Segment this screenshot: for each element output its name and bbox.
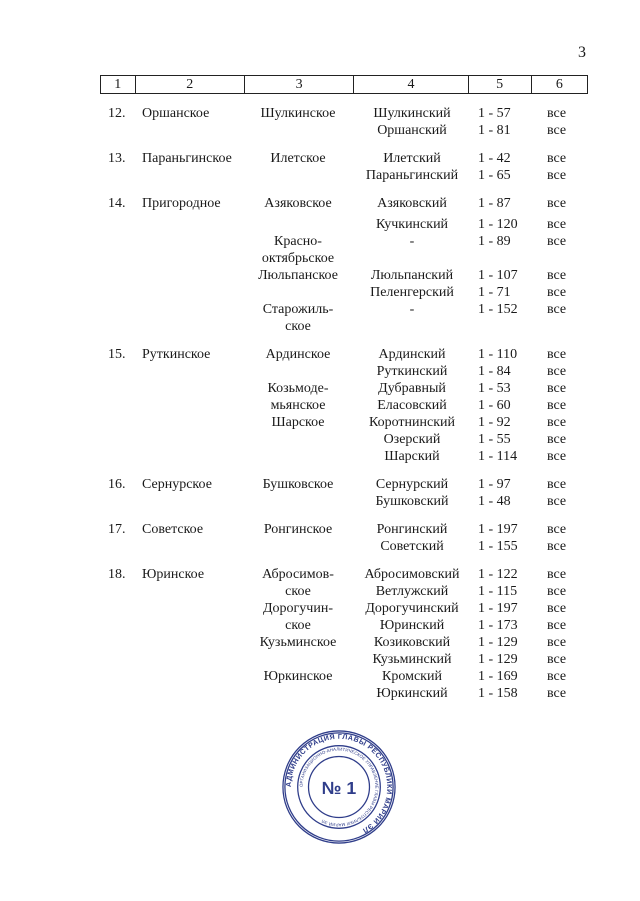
cell-c3: Ронгинское	[263, 522, 333, 537]
table-row	[100, 168, 588, 185]
cell-c6: все	[547, 123, 567, 138]
table-row	[100, 432, 588, 449]
table-row	[100, 584, 588, 601]
cell-c4: Ронгинский	[376, 522, 448, 537]
cell-c5: 1 - 129	[478, 652, 518, 667]
table-row	[100, 398, 588, 415]
cell-c4: Шарский	[384, 449, 440, 464]
cell-c1: 13.	[108, 151, 126, 166]
cell-c5: 1 - 122	[478, 567, 518, 582]
cell-c4: Азяковский	[377, 196, 447, 211]
cell-c5: 1 - 110	[478, 347, 518, 362]
cell-c3: Старожиль-	[262, 302, 334, 317]
cell-c1: 12.	[108, 106, 126, 121]
cell-c4: Советский	[380, 539, 444, 554]
column-header-table	[100, 75, 588, 94]
cell-c3: Абросимов-	[262, 567, 334, 582]
cell-c6: все	[547, 106, 567, 121]
cell-c6: все	[547, 494, 567, 509]
cell-c3: ское	[285, 319, 311, 334]
table-row	[100, 415, 588, 432]
cell-c6: все	[547, 347, 567, 362]
table-row	[100, 234, 588, 251]
table-row	[100, 477, 588, 494]
cell-c4: -	[409, 234, 415, 249]
table-row	[100, 123, 588, 140]
table-row	[100, 285, 588, 302]
cell-c6: все	[547, 618, 567, 633]
cell-c1: 14.	[108, 196, 126, 211]
cell-c4: Юринский	[379, 618, 445, 633]
cell-c3: Азяковское	[264, 196, 332, 211]
table-row	[100, 567, 588, 584]
cell-c2: Пригородное	[142, 196, 221, 211]
table-row	[100, 494, 588, 511]
cell-c5: 1 - 169	[478, 669, 518, 684]
cell-c6: все	[547, 234, 567, 249]
cell-c4: Бушковский	[375, 494, 449, 509]
cell-c1: 16.	[108, 477, 126, 492]
table-row	[100, 381, 588, 398]
cell-c1: 15.	[108, 347, 126, 362]
table-row	[100, 522, 588, 539]
cell-c5: 1 - 92	[478, 415, 511, 430]
table-row	[100, 106, 588, 123]
cell-c6: все	[547, 584, 567, 599]
cell-c4: Ветлужский	[375, 584, 449, 599]
cell-c5: 1 - 107	[478, 268, 518, 283]
page-number: 3	[578, 44, 586, 61]
cell-c6: все	[547, 522, 567, 537]
cell-c4: Дорогучинский	[365, 601, 459, 616]
cell-c6: все	[547, 567, 567, 582]
cell-c5: 1 - 197	[478, 601, 518, 616]
cell-c3: октябрьское	[261, 251, 335, 266]
cell-c6: все	[547, 432, 567, 447]
cell-c5: 1 - 97	[478, 477, 511, 492]
cell-c6: все	[547, 217, 567, 232]
cell-c5: 1 - 197	[478, 522, 518, 537]
cell-c2: Параньгинское	[142, 151, 232, 166]
cell-c5: 1 - 120	[478, 217, 518, 232]
cell-c5: 1 - 53	[478, 381, 511, 396]
cell-c6: все	[547, 196, 567, 211]
cell-c3: Красно-	[274, 234, 322, 249]
cell-c6: все	[547, 477, 567, 492]
column-header: 5	[468, 76, 531, 94]
cell-c3: Козьмоде-	[267, 381, 329, 396]
cell-c4: Коротнинский	[368, 415, 456, 430]
cell-c3: Бушковское	[262, 477, 334, 492]
table-row	[100, 686, 588, 703]
table-row	[100, 618, 588, 635]
table-row	[100, 449, 588, 466]
cell-c6: все	[547, 601, 567, 616]
cell-c4: Ардинский	[378, 347, 446, 362]
cell-c3: ское	[285, 618, 311, 633]
cell-c5: 1 - 173	[478, 618, 518, 633]
cell-c3: Дорогучин-	[263, 601, 333, 616]
cell-c6: все	[547, 652, 567, 667]
cell-c4: Пеленгерский	[370, 285, 454, 300]
cell-c3: Шарское	[271, 415, 325, 430]
cell-c5: 1 - 114	[478, 449, 518, 464]
table-row	[100, 319, 588, 336]
table-row	[100, 251, 588, 268]
table-row	[100, 347, 588, 364]
cell-c6: все	[547, 268, 567, 283]
column-header: 4	[354, 76, 468, 94]
table-row	[100, 364, 588, 381]
cell-c4: Еласовский	[377, 398, 447, 413]
cell-c6: все	[547, 686, 567, 701]
cell-c6: все	[547, 415, 567, 430]
cell-c5: 1 - 48	[478, 494, 511, 509]
cell-c5: 1 - 87	[478, 196, 511, 211]
cell-c5: 1 - 115	[478, 584, 518, 599]
cell-c3: Люльпанское	[258, 268, 338, 283]
cell-c6: все	[547, 168, 567, 183]
column-header: 3	[244, 76, 353, 94]
cell-c4: Илетский	[383, 151, 441, 166]
seal-outer-text: АДМИНИСТРАЦИЯ ГЛАВЫ РЕСПУБЛИКИ МАРИЙ ЭЛ	[284, 732, 394, 835]
cell-c4: Озерский	[383, 432, 441, 447]
cell-c6: все	[547, 381, 567, 396]
cell-c6: все	[547, 449, 567, 464]
cell-c6: все	[547, 539, 567, 554]
cell-c6: все	[547, 398, 567, 413]
cell-c4: Люльпанский	[370, 268, 454, 283]
cell-c4: Кучкинский	[375, 217, 449, 232]
cell-c3: Кузьминское	[259, 635, 337, 650]
cell-c4: Оршанский	[377, 123, 447, 138]
cell-c5: 1 - 42	[478, 151, 511, 166]
table-row	[100, 669, 588, 686]
column-header: 2	[135, 76, 244, 94]
cell-c4: Юркинский	[376, 686, 448, 701]
table-row	[100, 302, 588, 319]
cell-c4: Кузьминский	[372, 652, 452, 667]
cell-c5: 1 - 129	[478, 635, 518, 650]
cell-c2: Оршанское	[142, 106, 210, 121]
seal-number: № 1	[321, 777, 357, 798]
cell-c5: 1 - 158	[478, 686, 518, 701]
cell-c4: Параньгинский	[365, 168, 459, 183]
cell-c5: 1 - 71	[478, 285, 511, 300]
cell-c6: все	[547, 302, 567, 317]
cell-c6: все	[547, 669, 567, 684]
table-row	[100, 217, 588, 234]
cell-c3: ское	[285, 584, 311, 599]
cell-c4: -	[409, 302, 415, 317]
cell-c4: Козиковский	[373, 635, 451, 650]
official-seal	[280, 728, 398, 846]
cell-c5: 1 - 152	[478, 302, 518, 317]
cell-c6: все	[547, 364, 567, 379]
column-header: 6	[531, 76, 587, 94]
cell-c3: Юркинское	[263, 669, 333, 684]
cell-c5: 1 - 60	[478, 398, 511, 413]
cell-c6: все	[547, 635, 567, 650]
cell-c5: 1 - 55	[478, 432, 511, 447]
cell-c3: Шулкинское	[260, 106, 336, 121]
cell-c4: Сернурский	[375, 477, 449, 492]
cell-c2: Советское	[142, 522, 204, 537]
cell-c3: мьянское	[270, 398, 326, 413]
seal-inner-text: ОРГАНИЗАЦИОННО-АНАЛИТИЧЕСКОЕ УПРАВЛЕНИЕ ГЛАВЫ РЕСПУБЛИКИ МАРИЙ ЭЛ	[298, 746, 380, 828]
cell-c4: Шулкинский	[373, 106, 451, 121]
column-header-row	[101, 76, 588, 94]
cell-c2: Сернурское	[142, 477, 212, 492]
column-header: 1	[101, 76, 136, 94]
cell-c5: 1 - 155	[478, 539, 518, 554]
cell-c5: 1 - 89	[478, 234, 511, 249]
cell-c2: Юринское	[142, 567, 205, 582]
cell-c4: Кромский	[382, 669, 442, 684]
cell-c3: Илетское	[270, 151, 326, 166]
table-row	[100, 196, 588, 213]
table-row	[100, 652, 588, 669]
cell-c5: 1 - 81	[478, 123, 511, 138]
cell-c5: 1 - 57	[478, 106, 511, 121]
cell-c4: Руткинский	[376, 364, 448, 379]
cell-c2: Руткинское	[142, 347, 211, 362]
table-row	[100, 635, 588, 652]
cell-c3: Ардинское	[265, 347, 331, 362]
cell-c6: все	[547, 285, 567, 300]
cell-c1: 18.	[108, 567, 126, 582]
cell-c5: 1 - 84	[478, 364, 511, 379]
cell-c4: Абросимовский	[364, 567, 460, 582]
cell-c1: 17.	[108, 522, 126, 537]
table-row	[100, 151, 588, 168]
cell-c6: все	[547, 151, 567, 166]
table-row	[100, 601, 588, 618]
cell-c5: 1 - 65	[478, 168, 511, 183]
cell-c4: Дубравный	[378, 381, 446, 396]
table-row	[100, 268, 588, 285]
table-row	[100, 539, 588, 556]
